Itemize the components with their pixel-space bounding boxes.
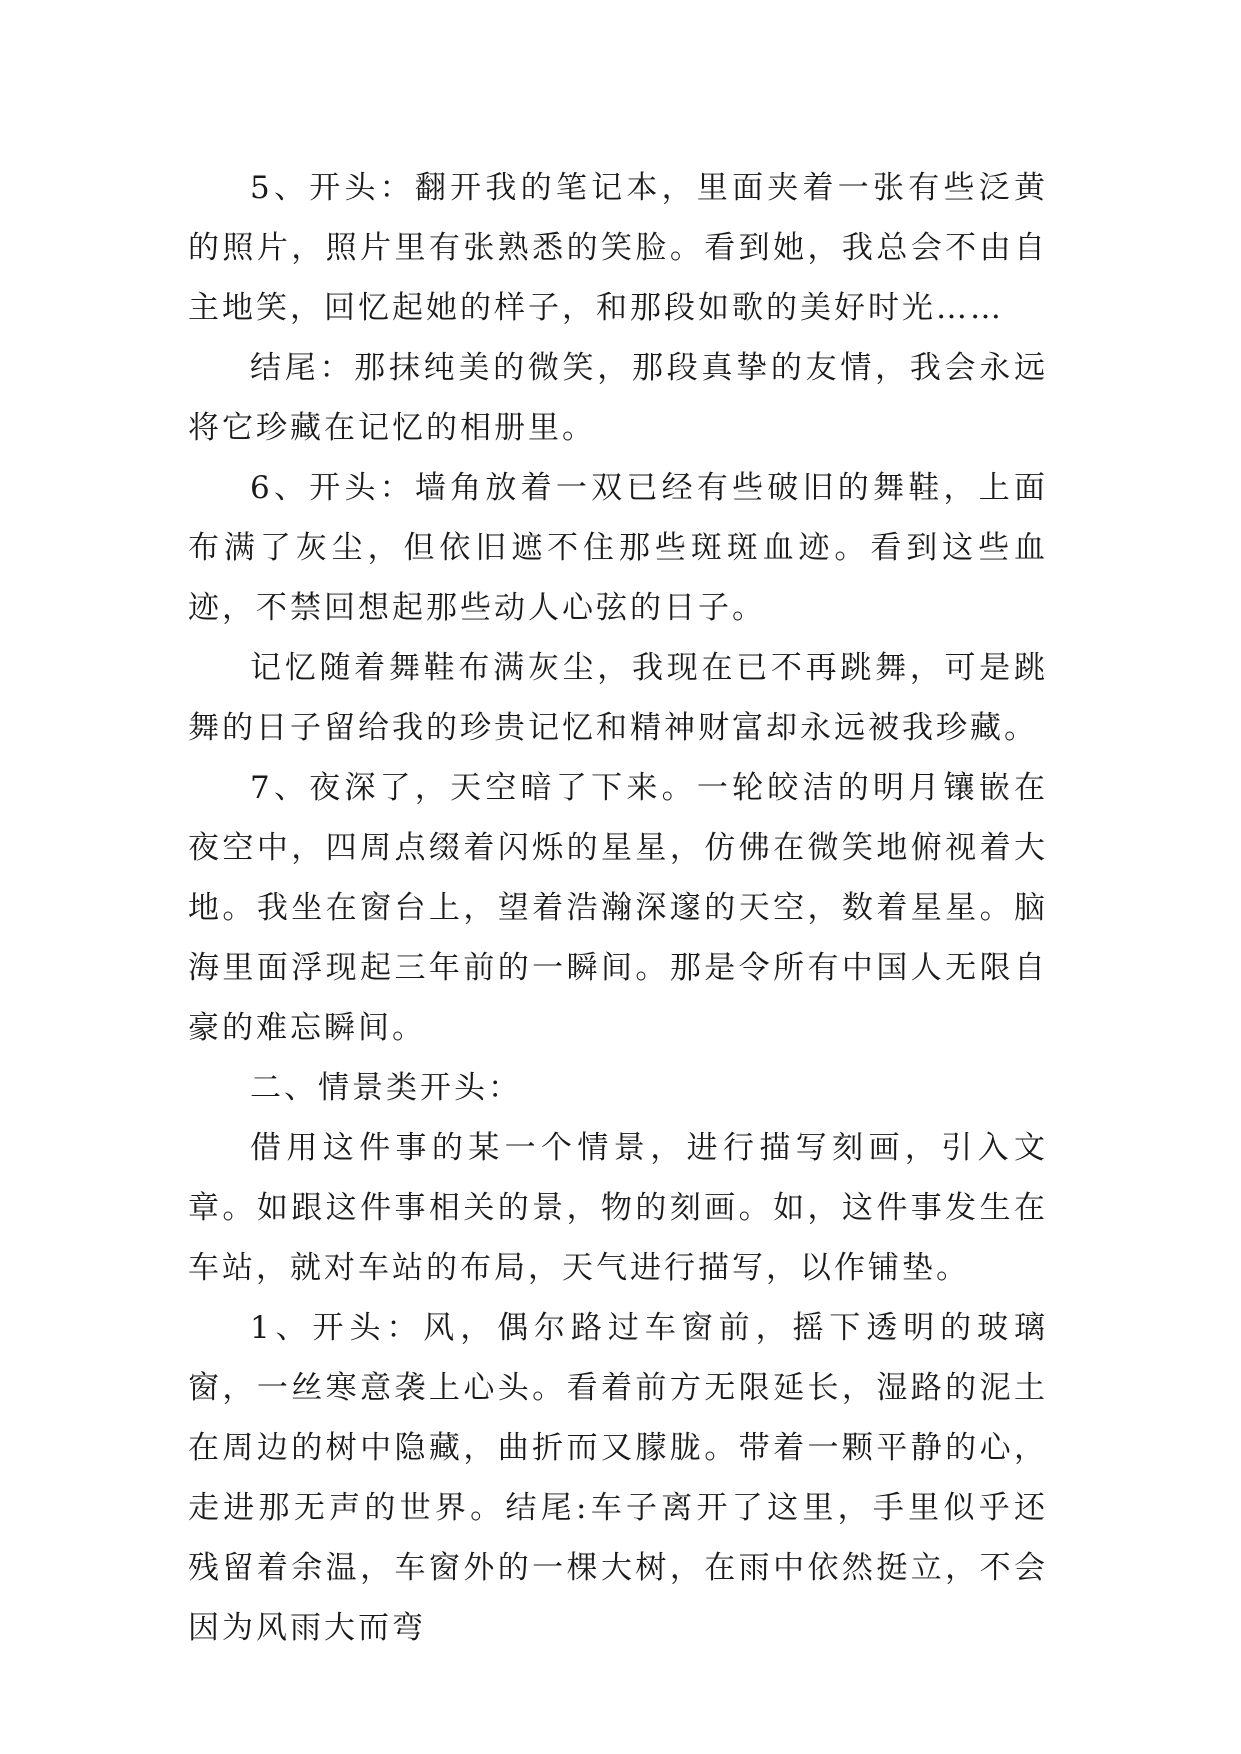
paragraph-6-ending: 记忆随着舞鞋布满灰尘，我现在已不再跳舞，可是跳舞的日子留给我的珍贵记忆和精神财富却永远被我珍藏。 xyxy=(188,650,1048,746)
paragraph-5-opening: 5、开头：翻开我的笔记本，里面夹着一张有些泛黄的照片，照片里有张熟悉的笑脸。看到她，我总会不由自主地笑，回忆起她的样子，和那段如歌的美好时光…… xyxy=(188,170,1048,326)
paragraph-7: 7、夜深了，天空暗了下来。一轮皎洁的明月镶嵌在夜空中，四周点缀着闪烁的星星，仿佛在微笑地俯视着大地。我坐在窗台上，望着浩瀚深邃的天空，数着星星。脑海里面浮现起三年前的一瞬间。那是令所有中国人无限自豪的难忘瞬间。 xyxy=(188,770,1048,1046)
paragraph-5-ending: 结尾：那抹纯美的微笑，那段真挚的友情，我会永远将它珍藏在记忆的相册里。 xyxy=(188,350,1048,446)
section-heading: 二、情景类开头： xyxy=(250,1070,522,1106)
document-body xyxy=(188,158,1048,1658)
paragraph-1-opening: 1、开头：风，偶尔路过车窗前，摇下透明的玻璃窗，一丝寒意袭上心头。看着前方无限延长，湿路的泥土在周边的树中隐藏，曲折而又朦胧。带着一颗平静的心，走进那无声的世界。结尾:车子离开了这里，手里似乎还残留着余温，车窗外的一棵大树，在雨中依然挺立，不会因为风雨大而弯 xyxy=(188,1310,1048,1646)
section-description: 借用这件事的某一个情景，进行描写刻画，引入文章。如跟这件事相关的景，物的刻画。如，这件事发生在车站，就对车站的布局，天气进行描写，以作铺垫。 xyxy=(188,1130,1048,1286)
paragraph-6-opening: 6、开头：墙角放着一双已经有些破旧的舞鞋，上面布满了灰尘，但依旧遮不住那些斑斑血迹。看到这些血迹，不禁回想起那些动人心弦的日子。 xyxy=(188,470,1048,626)
